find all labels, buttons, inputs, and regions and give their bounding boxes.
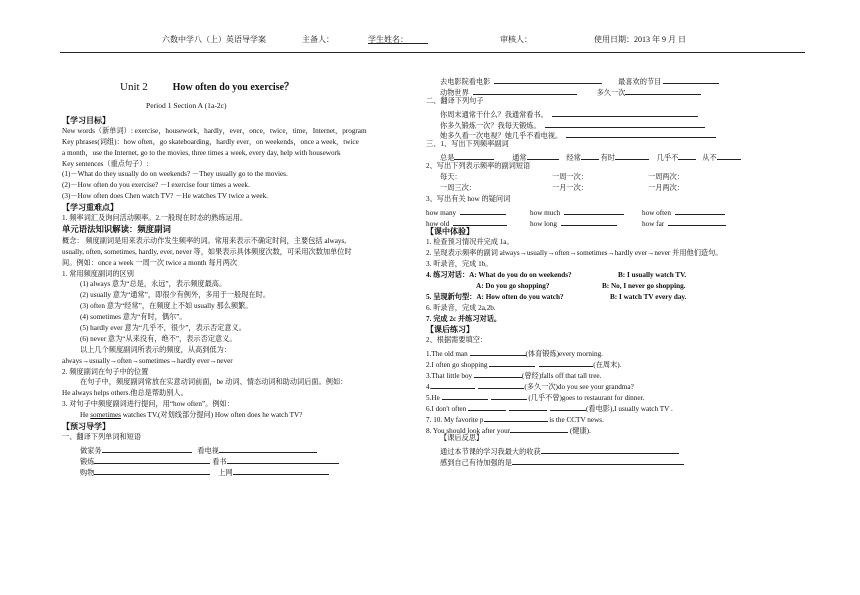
how-long-item: how long bbox=[530, 218, 617, 228]
answer-blank[interactable] bbox=[484, 414, 548, 422]
fill-in-7: 7. 10. My favorite p is the CCTV news. bbox=[426, 415, 604, 424]
grammar-heading: 单元语法知识解读：频度副词 bbox=[62, 224, 171, 234]
how-old-item: how old bbox=[426, 218, 507, 228]
grammar-line-2: usually, often, sometimes, hardly, ever, never 等，如果表示具体频度次数，可采用次数加单位时 bbox=[62, 247, 352, 256]
unit-number: Unit 2 bbox=[120, 81, 148, 93]
answer-blank[interactable] bbox=[625, 87, 701, 95]
how-words-row-2 bbox=[426, 218, 766, 229]
how-far-item: how far bbox=[642, 218, 726, 228]
answer-blank[interactable] bbox=[473, 87, 577, 95]
answer-blank[interactable] bbox=[442, 392, 488, 400]
how-many-item: how many bbox=[426, 207, 506, 217]
answer-blank[interactable] bbox=[454, 152, 494, 160]
in-class-step-2: 2. 呈现表示频率的副词 always→usually→often→sometimes→hardly ever→never 并用他们造句。 bbox=[426, 249, 723, 258]
school-title: 六数中学八（上）英语导学案 bbox=[162, 35, 266, 44]
difficulty-heading: 【学习重难点】 bbox=[62, 203, 118, 213]
answer-blank[interactable] bbox=[678, 152, 696, 160]
answer-blank[interactable] bbox=[94, 456, 210, 464]
answer-blank[interactable] bbox=[552, 109, 698, 117]
grammar-sometimes: (4) sometimes 意为“有时，偶尔”。 bbox=[80, 313, 187, 322]
preview-heading: 【预习导学】 bbox=[62, 422, 110, 432]
how-much-item: how much bbox=[530, 207, 624, 217]
fill-in-5: 5.He (几乎不曾)goes to restaurant for dinner. bbox=[426, 393, 645, 402]
answer-blank[interactable] bbox=[541, 446, 679, 454]
answer-blank[interactable] bbox=[219, 445, 317, 453]
date-label: 使用日期：2013 年 9 月 日 bbox=[594, 35, 686, 44]
key-sentences-label: Key sentences（重点句子）: bbox=[62, 159, 149, 168]
grammar-usually: (2) usually 意为“通常”，即很少有例外，多用于一般现在时。 bbox=[80, 291, 271, 300]
sentence-task-2: 你多久锻炼一次？我每天锻炼。 bbox=[426, 120, 766, 131]
answer-blank[interactable] bbox=[539, 359, 593, 367]
answer-blank[interactable] bbox=[233, 467, 329, 475]
grammar-position-text: 在句子中，频度副词常放在实意动词前面，be 动词、情态动词和助动词后面。例如： bbox=[80, 378, 348, 387]
unit-title bbox=[62, 82, 402, 102]
reviewer-label: 审核人： bbox=[500, 35, 532, 44]
grammar-hardly-ever: (5) hardly ever 意为“几乎不，很少”，表示否定意义。 bbox=[80, 324, 246, 333]
answer-blank[interactable] bbox=[431, 381, 475, 389]
answer-blank[interactable] bbox=[491, 392, 527, 400]
answer-blank[interactable] bbox=[489, 359, 535, 367]
reflection-improve: 感到自己有待加强的是 bbox=[426, 457, 766, 468]
how-words-heading: 3、写出有关 how 的疑问词 bbox=[426, 194, 511, 203]
in-class-heading: 【课中体验】 bbox=[426, 227, 474, 237]
phrases-heading: 2、写出下列表示频率的副词短语 bbox=[426, 162, 531, 171]
translate-row-3: 购物 上网 bbox=[62, 467, 402, 478]
sentence-task-3: 她多久看一次电视？她几乎不看电视。 bbox=[426, 130, 766, 141]
grammar-always: (1) always 意为“总是，永远”，表示频度最高。 bbox=[80, 280, 227, 289]
grammar-line-1: 概念： 频度副词是用来表示动作发生频率的词。常用来表示不确定时间，主要包括 always, bbox=[62, 236, 347, 245]
answer-blank[interactable] bbox=[227, 456, 339, 464]
answer-blank[interactable] bbox=[663, 76, 719, 84]
grammar-order-note: 以上几个频度副词所表示的频度，从高到低为： bbox=[80, 345, 231, 354]
translate-row-2: 锻炼 看书 bbox=[62, 456, 402, 467]
answer-blank[interactable] bbox=[94, 467, 210, 475]
fill-in-heading: 2、根据需要填空： bbox=[426, 336, 488, 345]
answer-blank[interactable] bbox=[102, 445, 192, 453]
fill-in-3: 3.That little boy (曾经)falls off that tall tree. bbox=[426, 372, 602, 381]
answer-blank[interactable] bbox=[615, 152, 649, 160]
grammar-never: (6) never 意为“从来没有，绝不”，表示否定意义。 bbox=[80, 334, 237, 343]
sentence-task-1: 你周末通常干什么？我通常看书。 bbox=[426, 109, 766, 120]
fill-in-1: 1.The old man (体育锻炼)every morning. bbox=[426, 350, 603, 359]
grammar-often: (3) often 意为“经常”，在频度上不如 usually 那么频繁。 bbox=[80, 302, 253, 311]
phrases-row-1: 每天： 一周一次： 一周两次： bbox=[440, 173, 684, 182]
in-class-step-1: 1. 检查预习情况并完成 1a。 bbox=[426, 238, 514, 247]
adverbs-row: 总是 通常 经常 有时 几乎不 从不 bbox=[426, 152, 766, 163]
after-class-heading: 【课后练习】 bbox=[426, 325, 474, 335]
translate-row-1: 做家务 看电视 bbox=[62, 445, 402, 456]
answer-blank[interactable] bbox=[550, 403, 586, 411]
reflection-gain: 通过本节课的学习我最大的收获 bbox=[426, 446, 766, 457]
answer-blank[interactable] bbox=[509, 403, 547, 411]
key-sentence-2: (2)－How often do you exercise? －I exercise four times a week. bbox=[62, 181, 250, 190]
in-class-step-5: 5. 呈现新句型：A: How often do you watch? B: I watch TV every day. bbox=[426, 292, 687, 301]
how-words-row-1 bbox=[426, 207, 766, 218]
key-sentence-3: (3)－How often does Chen watch TV? －He watches TV twice a week. bbox=[62, 192, 268, 201]
fill-in-6: 6.I don't often (看电影),I usually watch TV . bbox=[426, 404, 673, 413]
grammar-point-1: 1. 常用频度副词的区别 bbox=[62, 269, 134, 278]
fill-in-2: 2.I often go shopping (在周末). bbox=[426, 361, 622, 370]
key-phrases-line-2: a month，use the Internet, go to the movies, three times a week, every day, help with housework bbox=[62, 148, 341, 157]
reflection-heading: 【课后反思】 bbox=[440, 434, 484, 443]
grammar-point-2: 2. 频度副词在句子中的位置 bbox=[62, 367, 149, 376]
translate-row-5: 动物世界 多久一次 bbox=[426, 87, 766, 98]
fill-in-8: 8. You should look after your (健康). bbox=[426, 426, 591, 435]
left-column bbox=[62, 82, 402, 478]
fill-in-4: 4. (多久一次)do you see your grandma? bbox=[426, 382, 634, 391]
page-header: 六数中学八（上）英语导学案 主备人： 学生姓名： 审核人： 使用日期：2013 年 9 月 日 bbox=[162, 35, 686, 44]
preparer-label: 主备人： bbox=[302, 35, 334, 44]
adverbs-heading: 三、1、写出下列频率副词 bbox=[426, 140, 509, 149]
grammar-order: always→usually→often→sometimes→hardly ever→never bbox=[62, 356, 233, 365]
right-column bbox=[426, 76, 766, 468]
grammar-point-3: 3. 对句子中频度副词进行提问，用“how often”。例如： bbox=[62, 400, 234, 409]
answer-blank[interactable] bbox=[581, 152, 599, 160]
grammar-question-example: He sometimes watches TV.(对划线部分提问) How often does he watch TV? bbox=[80, 411, 303, 420]
key-sentence-1: (1)－What do they usually do on weekends? －They usually go to the movies. bbox=[62, 170, 288, 179]
answer-blank[interactable] bbox=[468, 403, 506, 411]
difficulty-text: 1. 频率词汇及询问活动频率。2.一般现在时态的熟练运用。 bbox=[62, 214, 248, 223]
in-class-step-4: 4. 练习对话：A: What do you do on weekends? B: I usually watch TV. bbox=[426, 271, 687, 280]
answer-blank[interactable] bbox=[474, 370, 522, 378]
grammar-line-3: 间。例如：once a week 一周一次 twice a month 每月两次 bbox=[62, 258, 238, 267]
grammar-position-example: He always helps others.他总是帮助别人。 bbox=[62, 389, 188, 398]
unit-topic: How often do you exercise？ bbox=[172, 82, 295, 93]
translate-row-4: 去电影院看电影 最喜欢的节目 bbox=[426, 76, 766, 87]
goals-heading: 【学习目标】 bbox=[62, 116, 110, 125]
answer-blank[interactable] bbox=[478, 381, 524, 389]
how-often-item: how often bbox=[642, 207, 725, 217]
student-name-blank[interactable] bbox=[368, 36, 428, 44]
phrases-row-2: 一周三次： 一月一次： 一月两次： bbox=[440, 183, 684, 192]
new-words-line: New words（新单词）: exercise，housework，hardly，ever，once，twice，time，Internet，program bbox=[62, 126, 367, 135]
answer-blank[interactable] bbox=[510, 425, 568, 433]
translate-sentences-heading: 二、翻译下列句子 bbox=[426, 96, 484, 105]
period-line: Period 1 Section A (1a-2c) bbox=[146, 101, 227, 110]
answer-blank[interactable] bbox=[545, 120, 705, 128]
in-class-step-7: 7. 完成 2c 并练习对话。 bbox=[426, 314, 502, 323]
answer-blank[interactable] bbox=[494, 76, 602, 84]
answer-blank[interactable] bbox=[717, 152, 741, 160]
in-class-step-3: 3. 听录音，完成 1b。 bbox=[426, 260, 493, 269]
key-phrases-line: Key phrases(词组)：how often，go skateboarding，hardly ever，on weekends，once a week，twice bbox=[62, 137, 359, 146]
answer-blank[interactable] bbox=[566, 130, 716, 138]
answer-blank[interactable] bbox=[470, 348, 526, 356]
in-class-step-4b: A: Do you go shopping? B: No, I never go shopping. bbox=[476, 281, 686, 290]
answer-blank[interactable] bbox=[512, 457, 684, 465]
answer-blank[interactable] bbox=[527, 152, 559, 160]
in-class-step-6: 6. 听录音，完成 2a,2b. bbox=[426, 303, 496, 312]
preview-task-1: 一、翻译下列单词和短语 bbox=[62, 432, 142, 441]
header-rule bbox=[60, 52, 805, 53]
